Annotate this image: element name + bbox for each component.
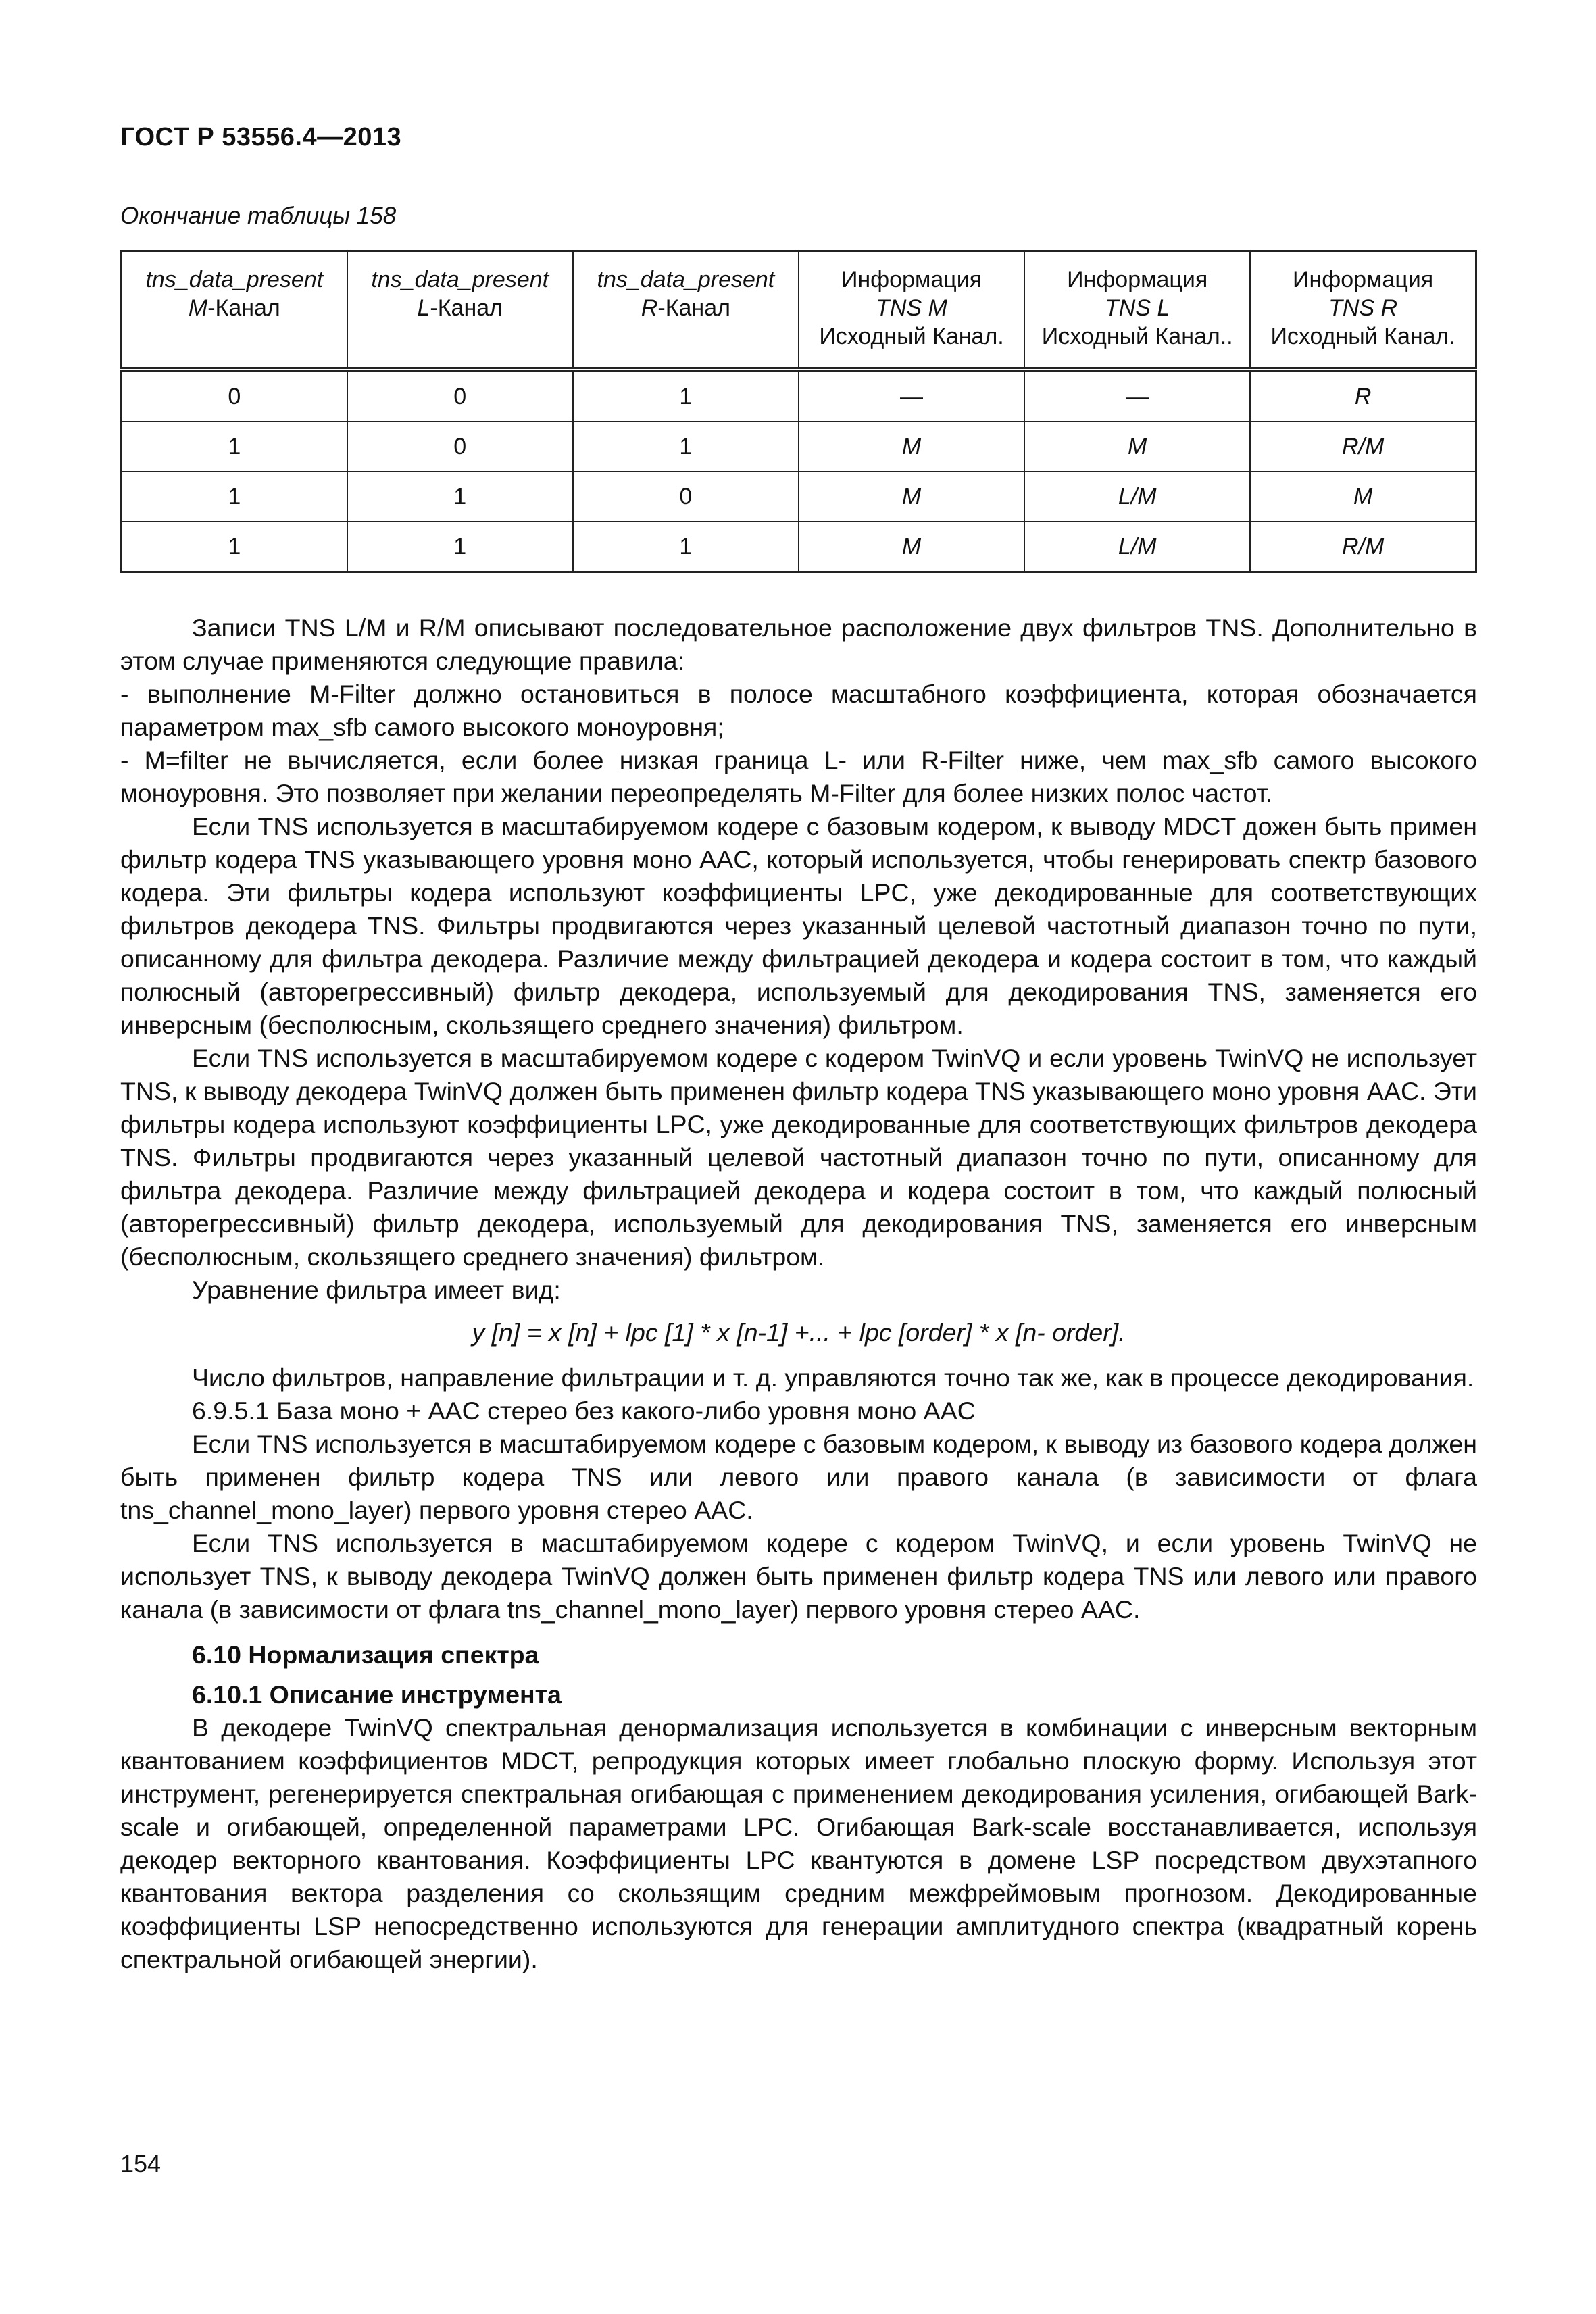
- table-158: [120, 250, 1477, 573]
- section-heading: 6.10 Нормализация спектра: [192, 1640, 539, 1669]
- document-header: ГОСТ Р 53556.4—2013: [120, 123, 402, 151]
- col-header-m-label: -Канал: [207, 295, 280, 321]
- paragraph: Если TNS используется в масштабируемом кодере с базовым кодером, к выводу из базового кодера должен быть применен фильтр кодера TNS или левого или правого канала (в зависимости от флага tns_channel_mono_layer) первого уровня стерео AAC.: [120, 1430, 1477, 1524]
- paragraph: Записи TNS L/M и R/M описывают последовательное расположение двух фильтров TNS. Дополнительно в этом случае применяются следующие правила:: [120, 613, 1477, 675]
- paragraph: Если TNS используется в масштабируемом кодере с кодером TwinVQ, и если уровень TwinVQ не использует TNS, к выводу декодера TwinVQ должен быть применен фильтр кодера TNS или левого или правого канала (в зависимости от флага tns_channel_mono_layer) первого уровня стерео AAC.: [120, 1529, 1477, 1624]
- body-text: [120, 611, 1477, 1976]
- page-number: 154: [120, 2150, 161, 2178]
- paragraph: - выполнение M-Filter должно остановиться в полосе масштабного коэффициента, которая обозначается параметром max_sfb самого высокого моноуровня;: [120, 680, 1477, 741]
- paragraph: Если TNS используется в масштабируемом кодере с кодером TwinVQ и если уровень TwinVQ не использует TNS, к выводу декодера TwinVQ должен быть применен фильтр кодера TNS указывающего моно уровня AAC. Эти фильтры кодера используют коэффициенты LPC, уже декодированные для соответствующих фильтров декодера TNS. Фильтры продвигаются через указанный целевой частотный диапазон точно по пути, описанному для фильтра декодера. Различие между фильтрацией декодера и кодера состоит в том, что каждый полюсный (авторегрессивный) фильтр декодера, используемый для декодирования TNS, заменяется его инверсным (бесполюсным, скользящего среднего значения) фильтром.: [120, 1044, 1477, 1271]
- col-header-info-m: Информация TNS M Исходный Канал.: [799, 251, 1024, 370]
- subsection-heading: 6.10.1 Описание инструмента: [192, 1680, 562, 1709]
- col-header-info-r: Информация TNS R Исходный Канал.: [1250, 251, 1476, 370]
- table-row: 0 0 1 — — R: [122, 370, 1476, 422]
- filter-equation: y [n] = x [n] + lpc [1] * x [n-1] +... + lpc [order] * x [n- order].: [472, 1318, 1126, 1347]
- paragraph: - M=filter не вычисляется, если более низкая граница L- или R-Filter ниже, чем max_sfb самого высокого моноуровня. Это позволяет при желании переопределять M-Filter для более низких полос частот.: [120, 746, 1477, 807]
- subsection-label: 6.9.5.1 База моно + AAC стерео без какого-либо уровня моно AAC: [192, 1397, 976, 1425]
- table-row: 1 0 1 M M R/M: [122, 422, 1476, 472]
- table-row: 1 1 0 M L/M M: [122, 472, 1476, 522]
- col-header-info-l: Информация TNS L Исходный Канал..: [1024, 251, 1250, 370]
- paragraph: Число фильтров, направление фильтрации и т. д. управляются точно так же, как в процессе декодирования.: [192, 1363, 1474, 1392]
- table-caption: Окончание таблицы 158: [120, 203, 397, 229]
- paragraph: Уравнение фильтра имеет вид:: [192, 1276, 561, 1304]
- col-header-l: tns_data_present L-Канал: [347, 251, 573, 370]
- col-header-m: tns_data_present M-Канал: [122, 251, 347, 370]
- paragraph: В декодере TwinVQ спектральная денормализация используется в комбинации с инверсным векторным квантованием коэффициентов MDCT, репродукция которых имеет глобально плоскую форму. Используя этот инструмент, регенерируется спектральная огибающая с применением декодирования усиления, огибающей Bark-scale и огибающей, определенной параметрами LPC. Огибающая Bark-scale восстанавливается, используя декодер векторного квантования. Коэффициенты LPC квантуются в домене LSP посредством двухэтапного квантования вектора разделения со скользящим средним межфреймовым прогнозом. Декодированные коэффициенты LSP непосредственно используются для генерации амплитудного спектра (квадратный корень спектральной огибающей энергии).: [120, 1713, 1477, 1973]
- table-row: 1 1 1 M L/M R/M: [122, 522, 1476, 572]
- paragraph: Если TNS используется в масштабируемом кодере с базовым кодером, к выводу MDCT дожен быть примен фильтр кодера TNS указывающего уровня моно AAC, который используется, чтобы генерировать спектр базового кодера. Эти фильтры кодера используют коэффициенты LPC, уже декодированные для соответствующих фильтров декодера TNS. Фильтры продвигаются через указанный целевой частотный диапазон точно по пути, описанному для фильтра декодера. Различие между фильтрацией декодера и кодера состоит в том, что каждый полюсный (авторегрессивный) фильтр декодера, используемый для декодирования TNS, заменяется его инверсным (бесполюсным, скользящего среднего значения) фильтром.: [120, 812, 1477, 1039]
- table-header-row: [122, 251, 1476, 370]
- col-header-r: tns_data_present R-Канал: [573, 251, 799, 370]
